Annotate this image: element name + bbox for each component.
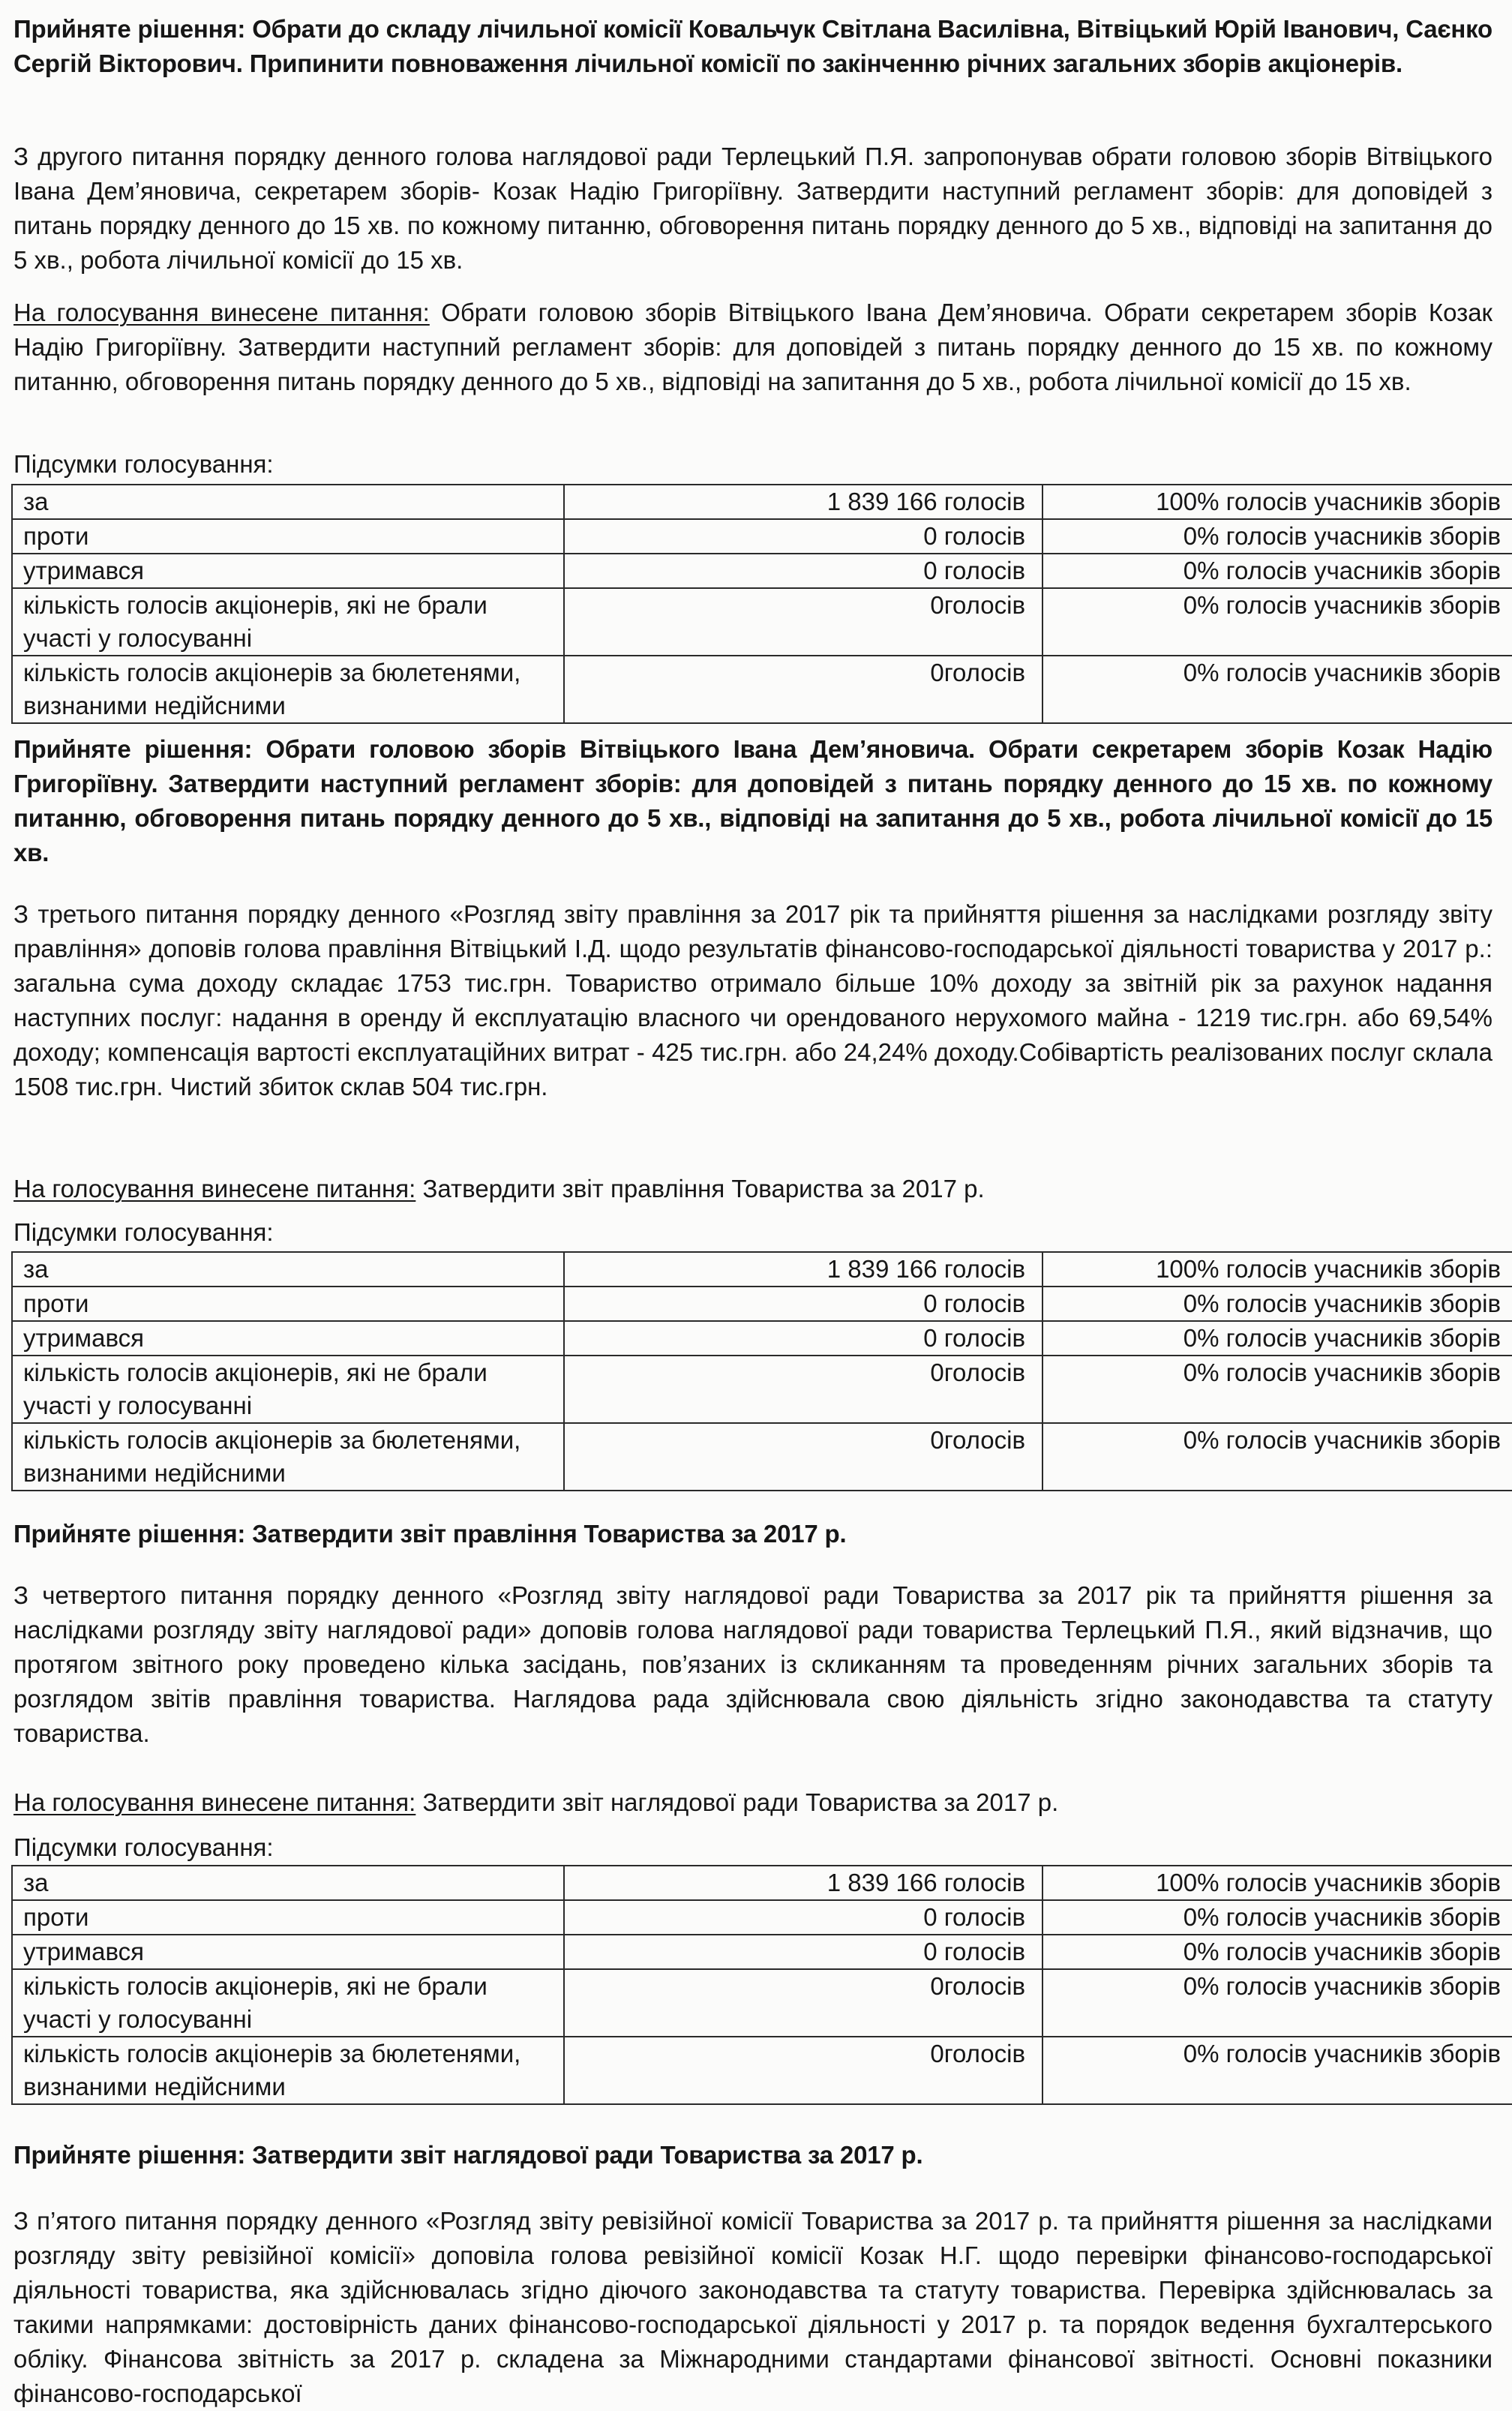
- vote-option: проти: [12, 1287, 564, 1321]
- table-row: [12, 485, 1512, 519]
- vote-option: кількість голосів акціонерів за бюлетенями, визнаними недійсними: [12, 1423, 564, 1491]
- vote-count: 0голосів: [564, 656, 1042, 723]
- table-row: [12, 1287, 1512, 1321]
- vote-option: кількість голосів акціонерів, які не брали участі у голосуванні: [12, 1356, 564, 1423]
- vote-percent: 100% голосів учасників зборів: [1042, 1866, 1512, 1900]
- vote-percent: 0% голосів учасників зборів: [1042, 588, 1512, 656]
- vote-percent: 0% голосів учасників зборів: [1042, 1935, 1512, 1969]
- vote-percent: 0% голосів учасників зборів: [1042, 1900, 1512, 1935]
- vote-count: 0голосів: [564, 588, 1042, 656]
- decision-item-2: Прийняте рішення: Обрати головою зборів Вітвіцького Івана Дем’яновича. Обрати секретарем зборів Козак Надію Григоріївну. Затвердити наступний регламент зборів: для доповідей з питань порядку денного до 15 хв. по кожному питанню, обговорення питань порядку денного до 5 хв., відповіді на запитання до 5 хв., робота лічильної комісії до 15 хв.: [14, 735, 1492, 866]
- vote-question-text: Обрати головою зборів Вітвіцького Івана Дем’яновича. Обрати секретарем зборів Козак Надію Григоріївну. Затвердити наступний регламент зборів: для доповідей з питань порядку денного до 15 хв. по кожному питанню, обговорення питань порядку денного до 5 хв., відповіді на запитання до 5 хв., робота лічильної комісії до 15 хв.: [14, 299, 1492, 395]
- vote-option: утримався: [12, 554, 564, 588]
- vote-option: за: [12, 1252, 564, 1287]
- table-row: [12, 656, 1512, 723]
- table-row: [12, 1969, 1512, 2037]
- vote-count: 0 голосів: [564, 1935, 1042, 1969]
- vote-percent: 0% голосів учасників зборів: [1042, 1423, 1512, 1491]
- vote-question-label: На голосування винесене питання:: [14, 299, 430, 326]
- vote-option: кількість голосів акціонерів за бюлетенями, визнаними недійсними: [12, 656, 564, 723]
- vote-count: 1 839 166 голосів: [564, 1866, 1042, 1900]
- vote-count: 0голосів: [564, 1423, 1042, 1491]
- vote-question-item-3: [14, 1172, 1492, 1206]
- vote-count: 0 голосів: [564, 1321, 1042, 1356]
- vote-option: кількість голосів акціонерів, які не брали участі у голосуванні: [12, 1969, 564, 2037]
- table-row: [12, 1321, 1512, 1356]
- vote-percent: 0% голосів учасників зборів: [1042, 554, 1512, 588]
- table-row: [12, 1356, 1512, 1423]
- vote-question-text: Затвердити звіт наглядової ради Товариства за 2017 р.: [416, 1788, 1059, 1816]
- vote-percent: 0% голосів учасників зборів: [1042, 1287, 1512, 1321]
- decision-counting-commission: Прийняте рішення: Обрати до складу лічильної комісії Ковальчук Світлана Василівна, Вітвіцький Юрій Іванович, Саєнко Сергій Вікторович. Припинити повноваження лічильної комісії по закінченню річних загальних зборів акціонерів.: [14, 15, 1492, 77]
- vote-option: проти: [12, 1900, 564, 1935]
- vote-percent: 0% голосів учасників зборів: [1042, 1321, 1512, 1356]
- report-item-5: З п’ятого питання порядку денного «Розгляд звіту ревізійної комісії Товариства за 2017 р. та прийняття рішення за наслідками розгляду звіту ревізійної комісії» доповіла голова ревізійної комісії Козак Н.Г. щодо перевірки фінансово-господарської діяльності товариства, яка здійснювалась згідно діючого законодавства та статуту товариства. Перевірка здійснювалась за такими напрямками: достовірність даних фінансово-господарської діяльності у 2017 р. та порядок ведення бухгалтерського обліку. Фінансова звітність за 2017 р. складена за Міжнародними стандартами фінансової звітності. Основні показники фінансово-господарської: [14, 2207, 1492, 2407]
- vote-results-table-item-4: [11, 1865, 1512, 2105]
- report-item-2: З другого питання порядку денного голова наглядової ради Терлецький П.Я. запропонував обрати головою зборів Вітвіцького Івана Дем’яновича, секретарем зборів- Козак Надію Григоріївну. Затвердити наступний регламент зборів: для доповідей з питань порядку денного до 15 хв. по кожному питанню, обговорення питань порядку денного до 5 хв., відповіді на запитання до 5 хв., робота лічильної комісії до 15 хв.: [14, 143, 1492, 274]
- vote-option: кількість голосів акціонерів за бюлетенями, визнаними недійсними: [12, 2037, 564, 2104]
- vote-option: за: [12, 1866, 564, 1900]
- vote-percent: 0% голосів учасників зборів: [1042, 656, 1512, 723]
- table-row: [12, 1423, 1512, 1491]
- vote-question-item-4: [14, 1785, 1492, 1820]
- vote-count: 0 голосів: [564, 1900, 1042, 1935]
- report-item-4: З четвертого питання порядку денного «Розгляд звіту наглядової ради Товариства за 2017 рік та прийняття рішення за наслідками розгляду звіту наглядової ради» доповів голова наглядової ради товариства Терлецький П.Я., який відзначив, що протягом звітного року проведено кілька засідань, пов’язаних із скликанням та проведенням річних загальних зборів та розглядом звітів правління товариства. Наглядова рада здійснювала свою діяльність згідно законодавства та статуту товариства.: [14, 1581, 1492, 1747]
- table-row: [12, 1935, 1512, 1969]
- vote-question-label: На голосування винесене питання:: [14, 1788, 416, 1816]
- results-label: Підсумки голосування:: [14, 1833, 274, 1861]
- table-row: [12, 1866, 1512, 1900]
- vote-count: 1 839 166 голосів: [564, 485, 1042, 519]
- report-item-3: З третього питання порядку денного «Розгляд звіту правління за 2017 рік та прийняття рішення за наслідками розгляду звіту правління» доповів голова правління Вітвіцький І.Д. щодо результатів фінансово-господарської діяльності товариства у 2017 р.: загальна сума доходу складає 1753 тис.грн. Товариство отримало більше 10% доходу за звітній рік за рахунок надання наступних послуг: надання в оренду й експлуатацію власного чи орендованого нерухомого майна - 1219 тис.грн. або 69,54% доходу; компенсація вартості експлуатаційних витрат - 425 тис.грн. або 24,24% доходу.Собівартість реалізованих послуг склала 1508 тис.грн. Чистий збиток склав 504 тис.грн.: [14, 900, 1492, 1100]
- vote-question-text: Затвердити звіт правління Товариства за 2017 р.: [416, 1175, 985, 1202]
- vote-percent: 100% голосів учасників зборів: [1042, 1252, 1512, 1287]
- table-row: [12, 2037, 1512, 2104]
- vote-count: 0голосів: [564, 1969, 1042, 2037]
- table-row: [12, 1252, 1512, 1287]
- table-row: [12, 1900, 1512, 1935]
- vote-count: 0 голосів: [564, 554, 1042, 588]
- vote-results-table-item-3: [11, 1251, 1512, 1491]
- table-row: [12, 588, 1512, 656]
- vote-percent: 0% голосів учасників зборів: [1042, 1356, 1512, 1423]
- vote-option: утримався: [12, 1321, 564, 1356]
- vote-question-label: На голосування винесене питання:: [14, 1175, 416, 1202]
- results-label: Підсумки голосування:: [14, 450, 274, 478]
- vote-results-table-item-2: [11, 484, 1512, 724]
- results-label: Підсумки голосування:: [14, 1218, 274, 1246]
- vote-count: 1 839 166 голосів: [564, 1252, 1042, 1287]
- vote-count: 0 голосів: [564, 519, 1042, 554]
- vote-option: кількість голосів акціонерів, які не брали участі у голосуванні: [12, 588, 564, 656]
- vote-percent: 100% голосів учасників зборів: [1042, 485, 1512, 519]
- vote-percent: 0% голосів учасників зборів: [1042, 2037, 1512, 2104]
- table-row: [12, 554, 1512, 588]
- vote-percent: 0% голосів учасників зборів: [1042, 1969, 1512, 2037]
- decision-item-4: Прийняте рішення: Затвердити звіт наглядової ради Товариства за 2017 р.: [14, 2141, 923, 2169]
- vote-count: 0 голосів: [564, 1287, 1042, 1321]
- vote-option: проти: [12, 519, 564, 554]
- vote-option: утримався: [12, 1935, 564, 1969]
- vote-question-item-2: [14, 296, 1492, 399]
- vote-count: 0голосів: [564, 1356, 1042, 1423]
- table-row: [12, 519, 1512, 554]
- vote-option: за: [12, 485, 564, 519]
- vote-percent: 0% голосів учасників зборів: [1042, 519, 1512, 554]
- vote-count: 0голосів: [564, 2037, 1042, 2104]
- decision-item-3: Прийняте рішення: Затвердити звіт правління Товариства за 2017 р.: [14, 1520, 847, 1548]
